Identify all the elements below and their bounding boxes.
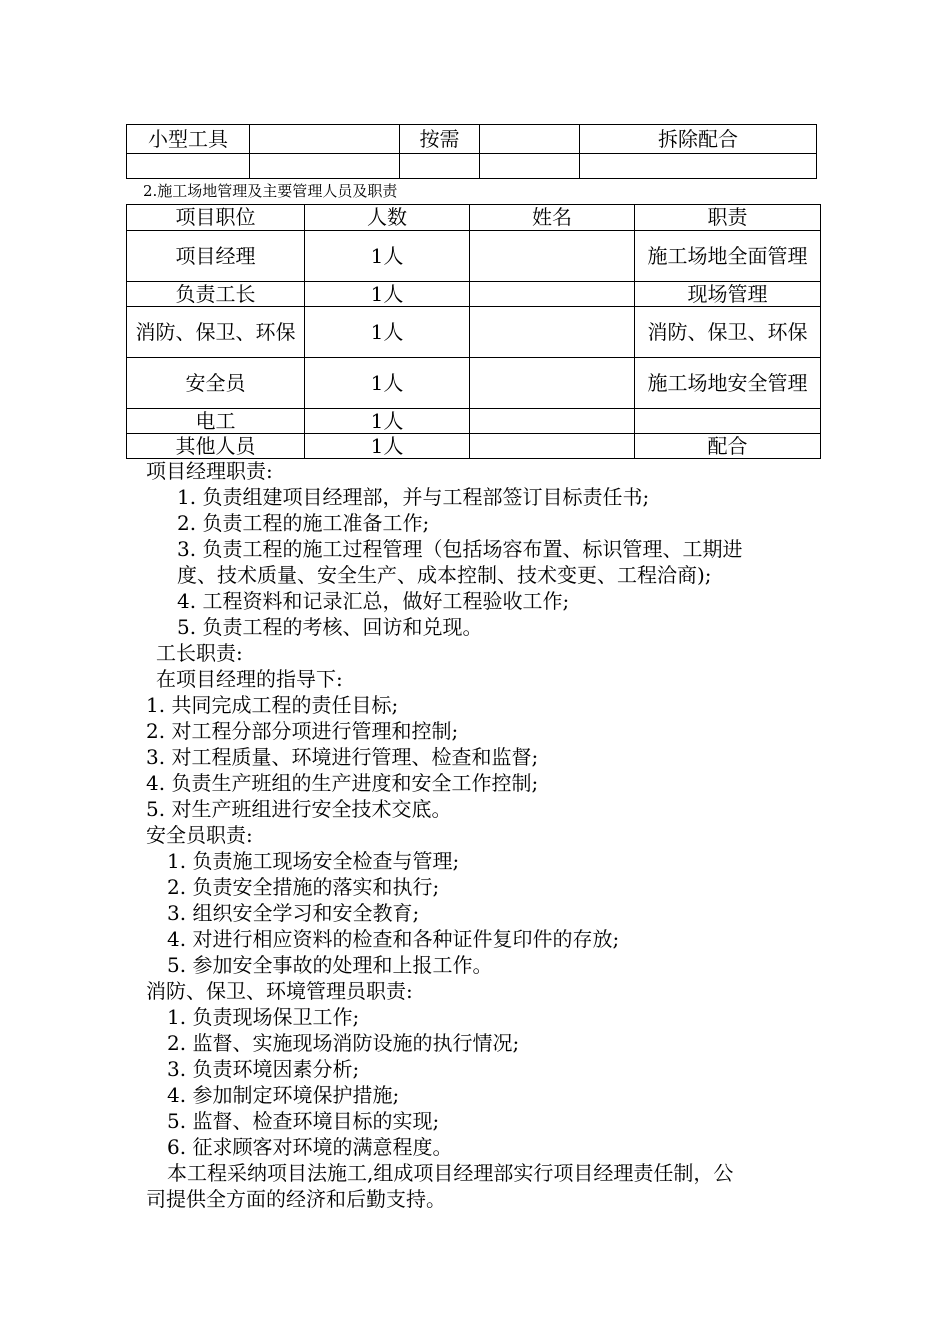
table-row bbox=[127, 434, 821, 459]
list-item: 2. 负责安全措施的落实和执行; bbox=[167, 875, 440, 899]
list-item: 5. 监督、检查环境目标的实现; bbox=[167, 1109, 440, 1133]
table-header-row bbox=[127, 205, 821, 231]
list-item: 2. 监督、实施现场消防设施的执行情况; bbox=[167, 1031, 520, 1055]
count-cell: 1人 bbox=[305, 231, 470, 282]
list-item: 1. 负责组建项目经理部，并与工程部签订目标责任书; bbox=[177, 485, 650, 509]
table-cell: 拆除配合 bbox=[580, 125, 817, 154]
position-cell: 安全员 bbox=[127, 358, 305, 409]
list-item: 3. 负责环境因素分析; bbox=[167, 1057, 360, 1081]
table-row bbox=[127, 231, 821, 282]
foreman-intro: 在项目经理的指导下: bbox=[156, 667, 343, 691]
position-cell: 消防、保卫、环保 bbox=[127, 307, 305, 358]
column-header: 人数 bbox=[305, 205, 470, 231]
table-cell bbox=[127, 154, 250, 179]
column-header: 姓名 bbox=[470, 205, 635, 231]
column-header: 项目职位 bbox=[127, 205, 305, 231]
count-cell: 1人 bbox=[305, 307, 470, 358]
name-cell bbox=[470, 409, 635, 434]
table-row bbox=[127, 125, 817, 154]
list-item: 3. 负责工程的施工过程管理（包括场容布置、标识管理、工期进 bbox=[177, 537, 743, 561]
duty-cell bbox=[635, 409, 821, 434]
tools-table bbox=[126, 124, 817, 179]
position-cell: 其他人员 bbox=[127, 434, 305, 459]
foreman-duties-title: 工长职责: bbox=[156, 641, 243, 665]
duty-cell: 消防、保卫、环保 bbox=[635, 307, 821, 358]
table-row bbox=[127, 307, 821, 358]
position-cell: 负责工长 bbox=[127, 282, 305, 307]
section-heading: 2.施工场地管理及主要管理人员及职责 bbox=[143, 182, 398, 200]
table-cell: 小型工具 bbox=[127, 125, 250, 154]
list-item: 度、技术质量、安全生产、成本控制、技术变更、工程洽商); bbox=[177, 563, 712, 587]
duty-cell: 施工场地安全管理 bbox=[635, 358, 821, 409]
count-cell: 1人 bbox=[305, 434, 470, 459]
closing-paragraph: 司提供全方面的经济和后勤支持。 bbox=[146, 1187, 446, 1211]
name-cell bbox=[470, 307, 635, 358]
safety-duties-title: 安全员职责: bbox=[146, 823, 253, 847]
duty-cell: 配合 bbox=[635, 434, 821, 459]
position-cell: 电工 bbox=[127, 409, 305, 434]
count-cell: 1人 bbox=[305, 409, 470, 434]
list-item: 4. 负责生产班组的生产进度和安全工作控制; bbox=[146, 771, 539, 795]
table-cell bbox=[250, 125, 400, 154]
table-cell bbox=[400, 154, 480, 179]
list-item: 6. 征求顾客对环境的满意程度。 bbox=[167, 1135, 453, 1159]
position-cell: 项目经理 bbox=[127, 231, 305, 282]
table-row bbox=[127, 154, 817, 179]
count-cell: 1人 bbox=[305, 358, 470, 409]
list-item: 5. 负责工程的考核、回访和兑现。 bbox=[177, 615, 483, 639]
list-item: 1. 负责现场保卫工作; bbox=[167, 1005, 360, 1029]
closing-paragraph: 本工程采纳项目法施工,组成项目经理部实行项目经理责任制，公 bbox=[167, 1161, 734, 1185]
list-item: 4. 参加制定环境保护措施; bbox=[167, 1083, 400, 1107]
list-item: 1. 负责施工现场安全检查与管理; bbox=[167, 849, 460, 873]
list-item: 5. 参加安全事故的处理和上报工作。 bbox=[167, 953, 493, 977]
list-item: 2. 对工程分部分项进行管理和控制; bbox=[146, 719, 459, 743]
name-cell bbox=[470, 434, 635, 459]
table-cell: 按需 bbox=[400, 125, 480, 154]
name-cell bbox=[470, 231, 635, 282]
count-cell: 1人 bbox=[305, 282, 470, 307]
list-item: 2. 负责工程的施工准备工作; bbox=[177, 511, 430, 535]
table-row bbox=[127, 282, 821, 307]
list-item: 5. 对生产班组进行安全技术交底。 bbox=[146, 797, 452, 821]
table-cell bbox=[580, 154, 817, 179]
list-item: 3. 对工程质量、环境进行管理、检查和监督; bbox=[146, 745, 539, 769]
name-cell bbox=[470, 282, 635, 307]
name-cell bbox=[470, 358, 635, 409]
duty-cell: 现场管理 bbox=[635, 282, 821, 307]
staff-table bbox=[126, 204, 821, 459]
list-item: 4. 工程资料和记录汇总，做好工程验收工作; bbox=[177, 589, 570, 613]
fire-duties-title: 消防、保卫、环境管理员职责: bbox=[146, 979, 413, 1003]
list-item: 3. 组织安全学习和安全教育; bbox=[167, 901, 420, 925]
table-row bbox=[127, 358, 821, 409]
table-cell bbox=[250, 154, 400, 179]
table-row bbox=[127, 409, 821, 434]
manager-duties-title: 项目经理职责: bbox=[146, 459, 273, 483]
list-item: 1. 共同完成工程的责任目标; bbox=[146, 693, 399, 717]
table-cell bbox=[480, 154, 580, 179]
table-cell bbox=[480, 125, 580, 154]
column-header: 职责 bbox=[635, 205, 821, 231]
list-item: 4. 对进行相应资料的检查和各种证件复印件的存放; bbox=[167, 927, 620, 951]
duty-cell: 施工场地全面管理 bbox=[635, 231, 821, 282]
